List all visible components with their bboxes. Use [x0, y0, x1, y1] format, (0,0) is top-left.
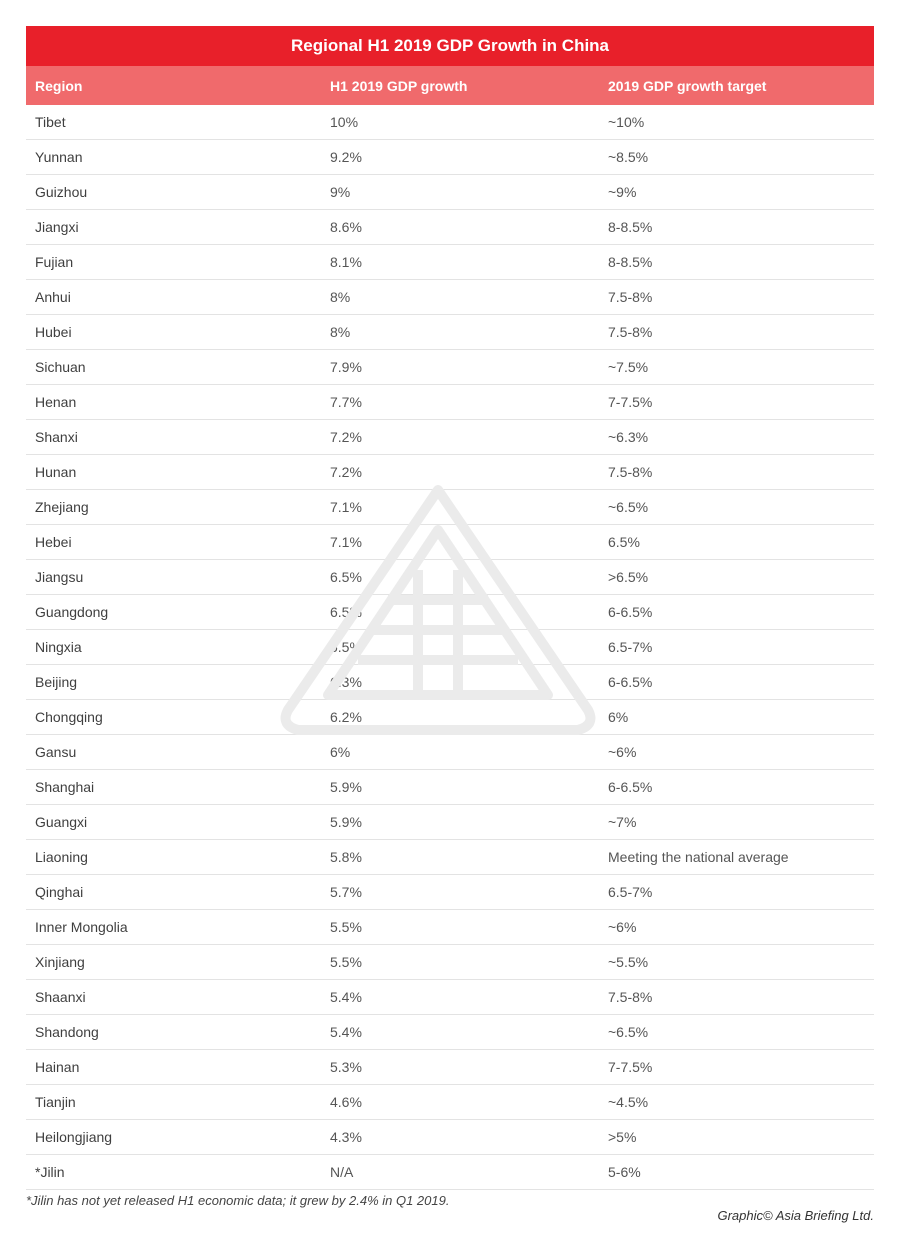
cell-growth-target: 6%	[608, 709, 629, 725]
credit: Graphic© Asia Briefing Ltd.	[717, 1208, 874, 1223]
header-region: Region	[35, 77, 83, 94]
cell-h1-growth: 5.7%	[330, 884, 362, 900]
cell-region: Anhui	[35, 289, 71, 305]
cell-growth-target: 7.5-8%	[608, 324, 653, 340]
cell-h1-growth: 7.9%	[330, 359, 362, 375]
cell-h1-growth: 8%	[330, 289, 351, 305]
table-row	[26, 805, 874, 840]
table-row	[26, 350, 874, 385]
cell-region: Jiangxi	[35, 219, 79, 235]
cell-h1-growth: 6.5%	[330, 604, 362, 620]
cell-h1-growth: 5.9%	[330, 814, 362, 830]
table-title-text: Regional H1 2019 GDP Growth in China	[290, 36, 610, 55]
cell-h1-growth: 7.2%	[330, 464, 362, 480]
cell-region: Tianjin	[35, 1094, 76, 1110]
cell-h1-growth: 6.5%	[330, 569, 362, 585]
cell-growth-target: ~6.5%	[608, 499, 649, 515]
table-row	[26, 1050, 874, 1085]
table-row	[26, 105, 874, 140]
table-row	[26, 700, 874, 735]
table-row	[26, 980, 874, 1015]
cell-region: Heilongjiang	[35, 1129, 113, 1145]
table-row	[26, 1015, 874, 1050]
cell-growth-target: ~5.5%	[608, 954, 649, 970]
table-row	[26, 735, 874, 770]
cell-region: Sichuan	[35, 359, 86, 375]
cell-h1-growth: 5.5%	[330, 919, 362, 935]
header-h1-growth: H1 2019 GDP growth	[330, 77, 468, 94]
cell-h1-growth: 7.7%	[330, 394, 362, 410]
cell-h1-growth: 4.6%	[330, 1094, 362, 1110]
cell-growth-target: 6-6.5%	[608, 604, 653, 620]
cell-region: Guizhou	[35, 184, 88, 200]
cell-growth-target: 8-8.5%	[608, 254, 653, 270]
cell-region: Tibet	[35, 114, 66, 130]
cell-region: Shandong	[35, 1024, 99, 1040]
cell-region: Hainan	[35, 1059, 80, 1075]
gdp-table	[26, 26, 874, 1190]
cell-region: Xinjiang	[35, 954, 85, 970]
cell-growth-target: 5-6%	[608, 1164, 641, 1180]
table-row	[26, 1085, 874, 1120]
cell-region: Gansu	[35, 744, 77, 760]
cell-region: Henan	[35, 394, 77, 410]
table-row	[26, 140, 874, 175]
table-row	[26, 490, 874, 525]
cell-growth-target: 6-6.5%	[608, 674, 653, 690]
cell-growth-target: 7.5-8%	[608, 289, 653, 305]
cell-region: Inner Mongolia	[35, 919, 128, 935]
cell-region: Shaanxi	[35, 989, 86, 1005]
cell-h1-growth: 7.2%	[330, 429, 362, 445]
cell-region: Guangdong	[35, 604, 109, 620]
cell-region: *Jilin	[35, 1164, 65, 1180]
cell-h1-growth: 5.4%	[330, 989, 362, 1005]
cell-h1-growth: 6.5%	[330, 639, 362, 655]
table-row	[26, 630, 874, 665]
cell-h1-growth: 5.9%	[330, 779, 362, 795]
cell-region: Hunan	[35, 464, 77, 480]
cell-region: Ningxia	[35, 639, 82, 655]
cell-h1-growth: 5.4%	[330, 1024, 362, 1040]
cell-growth-target: 7.5-8%	[608, 989, 653, 1005]
table-row	[26, 875, 874, 910]
table-row	[26, 840, 874, 875]
cell-growth-target: ~6%	[608, 744, 637, 760]
cell-growth-target: ~6.3%	[608, 429, 649, 445]
cell-region: Jiangsu	[35, 569, 84, 585]
cell-region: Fujian	[35, 254, 74, 270]
cell-h1-growth: N/A	[330, 1164, 354, 1180]
cell-growth-target: Meeting the national average	[608, 849, 789, 865]
table-row	[26, 175, 874, 210]
cell-h1-growth: 10%	[330, 114, 359, 130]
table-row	[26, 245, 874, 280]
cell-region: Chongqing	[35, 709, 103, 725]
cell-h1-growth: 8%	[330, 324, 351, 340]
table-row	[26, 1120, 874, 1155]
cell-region: Zhejiang	[35, 499, 89, 515]
cell-h1-growth: 8.6%	[330, 219, 362, 235]
cell-h1-growth: 7.1%	[330, 499, 362, 515]
table-row	[26, 595, 874, 630]
table-body	[26, 105, 874, 1190]
cell-growth-target: >5%	[608, 1129, 637, 1145]
cell-region: Qinghai	[35, 884, 84, 900]
cell-growth-target: 7-7.5%	[608, 394, 653, 410]
cell-growth-target: 7.5-8%	[608, 464, 653, 480]
cell-region: Hebei	[35, 534, 72, 550]
cell-h1-growth: 8.1%	[330, 254, 362, 270]
cell-region: Liaoning	[35, 849, 88, 865]
cell-h1-growth: 5.8%	[330, 849, 362, 865]
cell-h1-growth: 9.2%	[330, 149, 362, 165]
cell-growth-target: ~4.5%	[608, 1094, 649, 1110]
table-row	[26, 280, 874, 315]
cell-growth-target: 8-8.5%	[608, 219, 653, 235]
cell-region: Guangxi	[35, 814, 88, 830]
cell-growth-target: 6-6.5%	[608, 779, 653, 795]
table-row	[26, 525, 874, 560]
cell-growth-target: 6.5%	[608, 534, 640, 550]
cell-region: Yunnan	[35, 149, 83, 165]
cell-growth-target: ~8.5%	[608, 149, 649, 165]
cell-h1-growth: 5.3%	[330, 1059, 362, 1075]
table-row	[26, 420, 874, 455]
cell-growth-target: ~7%	[608, 814, 637, 830]
table-row	[26, 210, 874, 245]
table-row	[26, 1155, 874, 1190]
cell-h1-growth: 6.3%	[330, 674, 362, 690]
cell-h1-growth: 7.1%	[330, 534, 362, 550]
cell-h1-growth: 6.2%	[330, 709, 362, 725]
table-row	[26, 455, 874, 490]
cell-growth-target: 6.5-7%	[608, 884, 653, 900]
footnote: *Jilin has not yet released H1 economic data; it grew by 2.4% in Q1 2019.	[26, 1193, 450, 1208]
table-header	[26, 66, 874, 105]
cell-growth-target: ~10%	[608, 114, 645, 130]
cell-growth-target: 6.5-7%	[608, 639, 653, 655]
table-row	[26, 315, 874, 350]
cell-growth-target: 7-7.5%	[608, 1059, 653, 1075]
table-row	[26, 665, 874, 700]
cell-h1-growth: 4.3%	[330, 1129, 362, 1145]
cell-h1-growth: 6%	[330, 744, 351, 760]
table-row	[26, 945, 874, 980]
cell-growth-target: >6.5%	[608, 569, 649, 585]
table-title	[26, 26, 874, 66]
header-growth-target: 2019 GDP growth target	[608, 77, 767, 94]
cell-h1-growth: 5.5%	[330, 954, 362, 970]
table-row	[26, 770, 874, 805]
cell-region: Beijing	[35, 674, 78, 690]
table-row	[26, 560, 874, 595]
cell-growth-target: ~7.5%	[608, 359, 649, 375]
cell-region: Shanghai	[35, 779, 95, 795]
cell-region: Hubei	[35, 324, 72, 340]
cell-growth-target: ~9%	[608, 184, 637, 200]
table-row	[26, 385, 874, 420]
cell-growth-target: ~6%	[608, 919, 637, 935]
cell-growth-target: ~6.5%	[608, 1024, 649, 1040]
cell-h1-growth: 9%	[330, 184, 351, 200]
table-row	[26, 910, 874, 945]
cell-region: Shanxi	[35, 429, 78, 445]
